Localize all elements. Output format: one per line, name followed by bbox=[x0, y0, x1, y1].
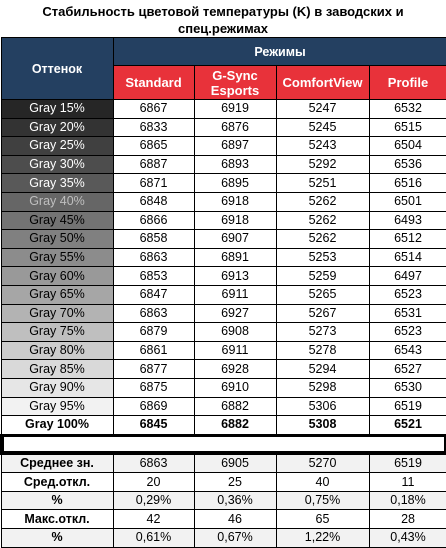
stat-value: 0,67% bbox=[194, 529, 276, 548]
table-row bbox=[1, 416, 446, 435]
stat-label: Сред.откл. bbox=[1, 473, 113, 492]
stat-row bbox=[1, 529, 446, 548]
temperature-value: 6908 bbox=[194, 323, 276, 342]
stat-value: 6905 bbox=[194, 454, 276, 473]
shade-label: Gray 85% bbox=[1, 360, 113, 379]
shade-label: Gray 20% bbox=[1, 118, 113, 137]
table-row bbox=[1, 341, 446, 360]
stat-row bbox=[1, 510, 446, 529]
stat-label: Среднее зн. bbox=[1, 454, 113, 473]
table-row bbox=[1, 137, 446, 156]
stat-value: 0,61% bbox=[113, 529, 194, 548]
stat-value: 40 bbox=[276, 473, 369, 492]
temperature-value: 6882 bbox=[194, 397, 276, 416]
shade-label: Gray 80% bbox=[1, 341, 113, 360]
temperature-value: 6863 bbox=[113, 304, 194, 323]
table-row bbox=[1, 323, 446, 342]
stat-label: % bbox=[1, 491, 113, 510]
stat-value: 0,29% bbox=[113, 491, 194, 510]
temperature-value: 6882 bbox=[194, 416, 276, 435]
temperature-value: 6833 bbox=[113, 118, 194, 137]
temperature-value: 6871 bbox=[113, 174, 194, 193]
temperature-value: 6913 bbox=[194, 267, 276, 286]
temperature-value: 6877 bbox=[113, 360, 194, 379]
shade-label: Gray 30% bbox=[1, 155, 113, 174]
temperature-value: 6897 bbox=[194, 137, 276, 156]
temperature-value: 6530 bbox=[369, 378, 446, 397]
temperature-value: 6848 bbox=[113, 192, 194, 211]
stat-value: 25 bbox=[194, 473, 276, 492]
temperature-value: 6863 bbox=[113, 248, 194, 267]
temperature-value: 5306 bbox=[276, 397, 369, 416]
temperature-value: 5292 bbox=[276, 155, 369, 174]
stat-value: 6519 bbox=[369, 454, 446, 473]
temperature-value: 5298 bbox=[276, 378, 369, 397]
table-row bbox=[1, 397, 446, 416]
stat-value: 6863 bbox=[113, 454, 194, 473]
shade-label: Gray 25% bbox=[1, 137, 113, 156]
temperature-value: 6918 bbox=[194, 192, 276, 211]
temperature-value: 6891 bbox=[194, 248, 276, 267]
shade-label: Gray 45% bbox=[1, 211, 113, 230]
separator-inner bbox=[4, 437, 444, 451]
table-row bbox=[1, 248, 446, 267]
shade-label: Gray 70% bbox=[1, 304, 113, 323]
temperature-value: 6514 bbox=[369, 248, 446, 267]
stat-value: 11 bbox=[369, 473, 446, 492]
shade-label: Gray 40% bbox=[1, 192, 113, 211]
table-row bbox=[1, 100, 446, 119]
shade-label: Gray 50% bbox=[1, 230, 113, 249]
temperature-value: 6536 bbox=[369, 155, 446, 174]
temperature-value: 6515 bbox=[369, 118, 446, 137]
shade-label: Gray 60% bbox=[1, 267, 113, 286]
table-row bbox=[1, 230, 446, 249]
shade-column-header: Оттенок bbox=[1, 38, 113, 100]
temperature-value: 6512 bbox=[369, 230, 446, 249]
temperature-value: 5262 bbox=[276, 230, 369, 249]
temperature-value: 6532 bbox=[369, 100, 446, 119]
shade-label: Gray 35% bbox=[1, 174, 113, 193]
table-row bbox=[1, 211, 446, 230]
table-row bbox=[1, 285, 446, 304]
shade-label: Gray 55% bbox=[1, 248, 113, 267]
table-title: Стабильность цветовой температуры (K) в заводских и спец.режимах bbox=[42, 4, 404, 36]
temperature-value: 5259 bbox=[276, 267, 369, 286]
temperature-value: 6875 bbox=[113, 378, 194, 397]
temperature-value: 6501 bbox=[369, 192, 446, 211]
temperature-value: 6907 bbox=[194, 230, 276, 249]
stat-value: 28 bbox=[369, 510, 446, 529]
table-row bbox=[1, 118, 446, 137]
temperature-value: 6869 bbox=[113, 397, 194, 416]
stat-value: 65 bbox=[276, 510, 369, 529]
temperature-value: 6927 bbox=[194, 304, 276, 323]
stat-value: 0,36% bbox=[194, 491, 276, 510]
temperature-value: 6493 bbox=[369, 211, 446, 230]
table-row bbox=[1, 378, 446, 397]
temperature-value: 6523 bbox=[369, 285, 446, 304]
separator-cell bbox=[1, 434, 446, 454]
stat-row bbox=[1, 473, 446, 492]
stat-value: 42 bbox=[113, 510, 194, 529]
stat-row bbox=[1, 491, 446, 510]
temperature-value: 6919 bbox=[194, 100, 276, 119]
temperature-value: 6893 bbox=[194, 155, 276, 174]
temperature-value: 5253 bbox=[276, 248, 369, 267]
temperature-value: 6516 bbox=[369, 174, 446, 193]
temperature-value: 6519 bbox=[369, 397, 446, 416]
temperature-value: 6910 bbox=[194, 378, 276, 397]
table-row bbox=[1, 155, 446, 174]
temperature-value: 6527 bbox=[369, 360, 446, 379]
stat-value: 0,43% bbox=[369, 529, 446, 548]
temperature-value: 6879 bbox=[113, 323, 194, 342]
modes-group-header: Режимы bbox=[113, 38, 446, 66]
stat-label: % bbox=[1, 529, 113, 548]
temperature-value: 5265 bbox=[276, 285, 369, 304]
shade-label: Gray 90% bbox=[1, 378, 113, 397]
shade-label: Gray 95% bbox=[1, 397, 113, 416]
stat-value: 46 bbox=[194, 510, 276, 529]
temperature-value: 5278 bbox=[276, 341, 369, 360]
temperature-value: 5294 bbox=[276, 360, 369, 379]
table-row bbox=[1, 174, 446, 193]
temperature-value: 6867 bbox=[113, 100, 194, 119]
stat-value: 0,18% bbox=[369, 491, 446, 510]
temperature-value: 5251 bbox=[276, 174, 369, 193]
separator-row bbox=[1, 434, 446, 454]
temperature-value: 5262 bbox=[276, 192, 369, 211]
temperature-value: 6895 bbox=[194, 174, 276, 193]
stat-value: 1,22% bbox=[276, 529, 369, 548]
temperature-value: 6911 bbox=[194, 285, 276, 304]
temperature-value: 6497 bbox=[369, 267, 446, 286]
temperature-value: 6911 bbox=[194, 341, 276, 360]
table-row bbox=[1, 304, 446, 323]
mode-header-gsync-esports bbox=[194, 66, 276, 100]
table-row bbox=[1, 192, 446, 211]
stat-value: 20 bbox=[113, 473, 194, 492]
temperature-value: 6876 bbox=[194, 118, 276, 137]
temperature-value: 5308 bbox=[276, 416, 369, 435]
temperature-value: 6523 bbox=[369, 323, 446, 342]
temperature-value: 6918 bbox=[194, 211, 276, 230]
temperature-value: 6866 bbox=[113, 211, 194, 230]
mode-header-profile: Profile bbox=[369, 66, 446, 100]
temperature-value: 6847 bbox=[113, 285, 194, 304]
temperature-value: 6543 bbox=[369, 341, 446, 360]
table-row bbox=[1, 360, 446, 379]
temperature-value: 5245 bbox=[276, 118, 369, 137]
stat-row bbox=[1, 454, 446, 473]
shade-label: Gray 100% bbox=[1, 416, 113, 435]
mode-header-comfortview: ComfortView bbox=[276, 66, 369, 100]
color-temperature-table bbox=[0, 37, 446, 548]
temperature-value: 5262 bbox=[276, 211, 369, 230]
temperature-value: 6928 bbox=[194, 360, 276, 379]
stat-label: Макс.откл. bbox=[1, 510, 113, 529]
temperature-value: 5267 bbox=[276, 304, 369, 323]
shade-label: Gray 15% bbox=[1, 100, 113, 119]
table-row bbox=[1, 267, 446, 286]
temperature-value: 6531 bbox=[369, 304, 446, 323]
temperature-value: 5247 bbox=[276, 100, 369, 119]
mode-header-gsync-esports-label: G-Sync Esports bbox=[210, 67, 260, 98]
temperature-value: 6853 bbox=[113, 267, 194, 286]
stat-value: 5270 bbox=[276, 454, 369, 473]
temperature-value: 6865 bbox=[113, 137, 194, 156]
temperature-value: 6861 bbox=[113, 341, 194, 360]
temperature-value: 5243 bbox=[276, 137, 369, 156]
temperature-value: 6521 bbox=[369, 416, 446, 435]
temperature-value: 6887 bbox=[113, 155, 194, 174]
temperature-value: 6858 bbox=[113, 230, 194, 249]
shade-label: Gray 65% bbox=[1, 285, 113, 304]
temperature-value: 5273 bbox=[276, 323, 369, 342]
temperature-value: 6845 bbox=[113, 416, 194, 435]
mode-header-standard: Standard bbox=[113, 66, 194, 100]
shade-label: Gray 75% bbox=[1, 323, 113, 342]
stat-value: 0,75% bbox=[276, 491, 369, 510]
temperature-value: 6504 bbox=[369, 137, 446, 156]
